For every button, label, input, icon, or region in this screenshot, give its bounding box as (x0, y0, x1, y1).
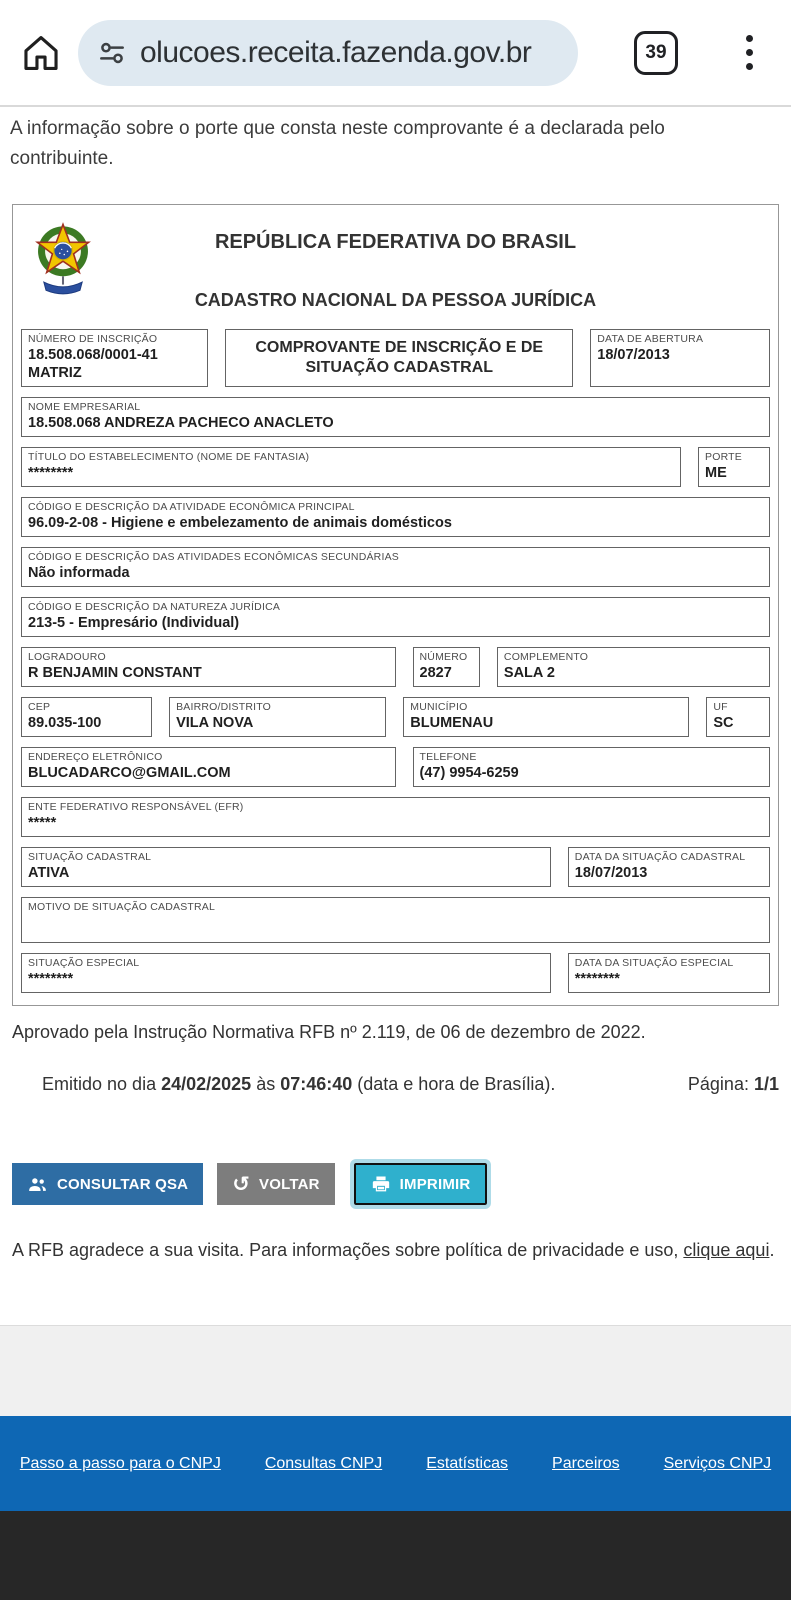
field-label: CÓDIGO E DESCRIÇÃO DA NATUREZA JURÍDICA (28, 601, 281, 613)
emission-prefix: Emitido no dia (42, 1074, 162, 1094)
field-value: 213-5 - Empresário (Individual) (28, 615, 240, 631)
field-uf (706, 697, 770, 737)
cert-row-nome (21, 397, 770, 437)
field-bairro (169, 697, 386, 737)
cert-row-situacao (21, 847, 770, 887)
browser-toolbar (0, 0, 791, 105)
field-value: 18/07/2013 (597, 347, 670, 363)
thanks-text (12, 1240, 779, 1261)
footer-link-estatisticas[interactable]: Estatísticas (426, 1454, 509, 1472)
field-data-situacao-cadastral (568, 847, 770, 887)
field-data-abertura (590, 329, 770, 387)
field-nome-empresarial (21, 397, 770, 437)
field-label: SITUAÇÃO CADASTRAL (28, 851, 152, 863)
field-label: SITUAÇÃO ESPECIAL (28, 957, 140, 969)
tab-switcher-button[interactable] (634, 31, 678, 75)
cert-row-situacao-especial (21, 953, 770, 993)
cert-row-inscricao (21, 329, 770, 387)
thanks-prefix: A RFB agradece a sua visita. Para informações sobre política de privacidade e uso, (12, 1240, 684, 1260)
field-label: ENTE FEDERATIVO RESPONSÁVEL (EFR) (28, 801, 244, 813)
porte-notice-text: A informação sobre o porte que consta neste comprovante é a declarada pelo contribuinte. (10, 118, 665, 169)
field-label: NÚMERO (419, 651, 468, 663)
home-button[interactable] (18, 30, 64, 76)
kebab-dot (746, 35, 753, 42)
field-value: R BENJAMIN CONSTANT (28, 665, 202, 681)
field-label: PORTE (705, 451, 742, 463)
certificate-header (13, 217, 778, 329)
field-value: BLUCADARCO@GMAIL.COM (28, 765, 231, 781)
field-numero-inscricao (21, 329, 208, 387)
privacy-link[interactable]: clique aqui (683, 1240, 770, 1260)
field-atividades-secundarias (21, 547, 770, 587)
field-label: BAIRRO/DISTRITO (176, 701, 272, 713)
field-complemento (497, 647, 770, 687)
page-indicator (658, 1053, 779, 1116)
field-value: ******** (28, 971, 74, 987)
url-text[interactable]: olucoes.receita.fazenda.gov.br (140, 35, 532, 69)
field-endereco-eletronico (21, 747, 396, 787)
voltar-button[interactable] (217, 1163, 334, 1205)
voltar-label: VOLTAR (259, 1175, 320, 1193)
people-icon (27, 1174, 48, 1195)
cert-row-endereco2 (21, 697, 770, 737)
field-label: ENDEREÇO ELETRÔNICO (28, 751, 163, 763)
emission-text (12, 1053, 555, 1116)
page-info-icon[interactable] (96, 37, 128, 69)
emission-suffix: (data e hora de Brasília). (352, 1074, 556, 1094)
field-efr (21, 797, 770, 837)
field-value: ATIVA (28, 865, 70, 881)
field-label: DATA DA SITUAÇÃO CADASTRAL (574, 851, 746, 863)
page-label: Página: (687, 1074, 754, 1094)
field-value: ******** (574, 971, 620, 987)
printer-icon (371, 1174, 391, 1194)
emission-date: 24/02/2025 (161, 1074, 252, 1094)
whitespace (0, 1261, 791, 1325)
browser-menu-button[interactable] (740, 29, 759, 76)
field-motivo-situacao (21, 897, 770, 943)
field-label: TÍTULO DO ESTABELECIMENTO (NOME DE FANTASIA) (28, 451, 310, 463)
action-buttons (12, 1158, 779, 1210)
consultar-qsa-label: CONSULTAR QSA (57, 1175, 189, 1193)
emission-mid: às (251, 1074, 281, 1094)
footer-link-servicos-cnpj[interactable]: Serviços CNPJ (663, 1454, 772, 1472)
field-value: VILA NOVA (176, 715, 254, 731)
footer-nav (0, 1416, 791, 1511)
cert-row-atividade-principal (21, 497, 770, 537)
field-titulo-estabelecimento (21, 447, 681, 487)
field-cep (21, 697, 152, 737)
certificate-subtitle: CADASTRO NACIONAL DA PESSOA JURÍDICA (194, 290, 597, 310)
url-bar[interactable] (78, 20, 578, 86)
cert-row-motivo (21, 897, 770, 943)
field-label: DATA DA SITUAÇÃO ESPECIAL (574, 957, 734, 969)
field-label: MUNICÍPIO (410, 701, 468, 713)
tab-count: 39 (645, 41, 667, 63)
field-telefone (413, 747, 771, 787)
field-value: 18/07/2013 (574, 865, 648, 881)
field-label: LOGRADOURO (28, 651, 106, 663)
cert-row-natureza (21, 597, 770, 637)
field-value: 89.035-100 (28, 715, 102, 731)
field-value: 18.508.068 ANDREZA PACHECO ANACLETO (28, 415, 334, 431)
field-comprovante-title (225, 329, 573, 387)
kebab-dot (746, 49, 753, 56)
field-label: MOTIVO DE SITUAÇÃO CADASTRAL (28, 901, 216, 913)
field-label: DATA DE ABERTURA (597, 333, 704, 345)
field-data-situacao-especial (568, 953, 770, 993)
home-icon (19, 31, 63, 75)
field-value: ******** (28, 465, 74, 481)
field-value: 2827 (419, 665, 452, 681)
imprimir-button[interactable] (354, 1163, 488, 1205)
field-municipio (403, 697, 689, 737)
dark-footer-band (0, 1511, 791, 1600)
page-value: 1/1 (753, 1074, 779, 1094)
gray-band (0, 1325, 791, 1416)
field-value: (47) 9954-6259 (419, 765, 519, 781)
cert-row-efr (21, 797, 770, 837)
field-label: CÓDIGO E DESCRIÇÃO DAS ATIVIDADES ECONÔMICAS SECUNDÁRIAS (28, 551, 399, 563)
field-value: 18.508.068/0001-41 (28, 347, 158, 363)
certificate-title: REPÚBLICA FEDERATIVA DO BRASIL (214, 231, 577, 253)
cert-row-atividades-secundarias (21, 547, 770, 587)
footer-link-passo-a-passo[interactable]: Passo a passo para o CNPJ (19, 1454, 221, 1472)
field-logradouro (21, 647, 396, 687)
field-numero-endereco (413, 647, 480, 687)
consultar-qsa-button[interactable] (12, 1163, 203, 1205)
footer-link-consultas-cnpj[interactable]: Consultas CNPJ (264, 1454, 383, 1472)
emission-time: 07:46:40 (280, 1074, 353, 1094)
imprimir-label: IMPRIMIR (399, 1175, 471, 1193)
field-label: NOME EMPRESARIAL (28, 401, 141, 413)
field-label: CÓDIGO E DESCRIÇÃO DA ATIVIDADE ECONÔMICA PRINCIPAL (28, 501, 355, 513)
field-value: ***** (28, 815, 57, 831)
field-label: CEP (28, 701, 51, 713)
field-value: SALA 2 (503, 665, 555, 681)
field-value: BLUMENAU (410, 715, 494, 731)
cert-row-contato (21, 747, 770, 787)
field-value: ME (705, 465, 727, 481)
undo-icon: ↺ (232, 1171, 251, 1196)
cnpj-certificate-card (12, 204, 779, 1006)
cert-row-endereco1 (21, 647, 770, 687)
field-atividade-principal (21, 497, 770, 537)
field-value: 96.09-2-08 - Higiene e embelezamento de animais domésticos (28, 515, 452, 531)
field-value: SC (713, 715, 734, 731)
field-label: COMPLEMENTO (503, 651, 589, 663)
field-porte (698, 447, 770, 487)
comprovante-title-text: COMPROVANTE DE INSCRIÇÃO E DE SITUAÇÃO CADASTRAL (255, 338, 544, 376)
cert-row-fantasia (21, 447, 770, 487)
field-value: Não informada (28, 565, 130, 581)
footer-link-parceiros[interactable]: Parceiros (552, 1454, 620, 1472)
field-value-extra: MATRIZ (28, 365, 82, 381)
kebab-dot (746, 63, 753, 70)
field-situacao-especial (21, 953, 551, 993)
field-label: NÚMERO DE INSCRIÇÃO (28, 333, 158, 345)
emission-row (12, 1053, 779, 1116)
approval-text: Aprovado pela Instrução Normativa RFB nº 2.119, de 06 de dezembro de 2022. (12, 1022, 646, 1042)
field-natureza-juridica (21, 597, 770, 637)
thanks-suffix: . (769, 1240, 775, 1260)
brazil-coat-of-arms (31, 221, 95, 297)
field-label: TELEFONE (419, 751, 477, 763)
field-situacao-cadastral (21, 847, 551, 887)
field-label: UF (713, 701, 728, 713)
